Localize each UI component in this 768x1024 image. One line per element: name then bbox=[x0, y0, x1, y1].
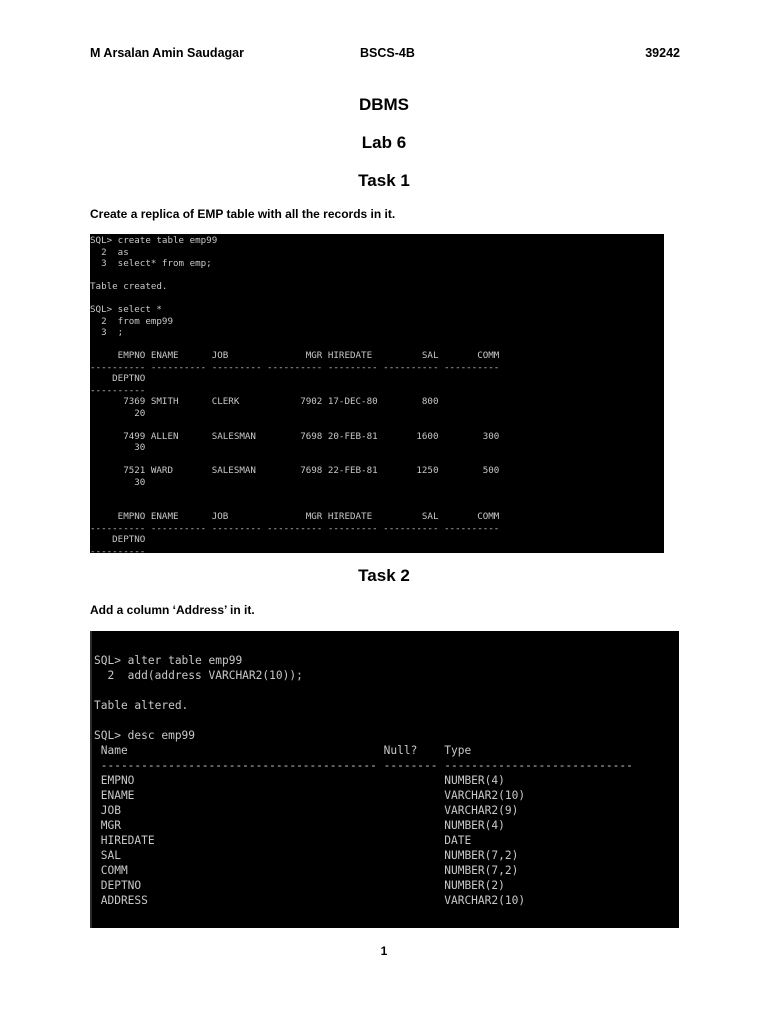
task2-instruction: Add a column ‘Address’ in it. bbox=[90, 603, 255, 617]
terminal-line bbox=[90, 339, 664, 351]
terminal-line: SQL> desc emp99 bbox=[94, 729, 196, 742]
terminal-line: 30 bbox=[90, 442, 146, 453]
terminal-line: 7369 SMITH CLERK 7902 17-DEC-80 800 bbox=[90, 396, 439, 407]
terminal-line: ENAME VARCHAR2(10) bbox=[94, 789, 526, 802]
terminal-line bbox=[90, 488, 664, 500]
terminal-line: ---------- bbox=[90, 384, 146, 396]
terminal-line: COMM NUMBER(7,2) bbox=[94, 864, 519, 877]
terminal-line: JOB VARCHAR2(9) bbox=[94, 804, 519, 817]
terminal-line: 20 bbox=[90, 407, 146, 419]
terminal-line: SQL> alter table emp99 bbox=[94, 654, 243, 667]
terminal-line: ----------------------------------------- -------- ---------------------------- bbox=[94, 759, 633, 772]
terminal-line: Name Null? Type bbox=[94, 744, 472, 757]
terminal-line: DEPTNO NUMBER(2) bbox=[94, 879, 505, 892]
terminal-line: SAL NUMBER(7,2) bbox=[94, 849, 519, 862]
terminal-line: 7521 WARD SALESMAN 7698 22-FEB-81 1250 500 bbox=[90, 465, 500, 476]
terminal-line: ---------- ---------- --------- ---------- --------- ---------- ---------- bbox=[90, 522, 500, 534]
task2-terminal-screenshot bbox=[90, 631, 679, 928]
author-name: M Arsalan Amin Saudagar bbox=[90, 46, 244, 60]
terminal-line bbox=[94, 713, 679, 728]
terminal-line bbox=[90, 270, 664, 282]
terminal-line: HIREDATE DATE bbox=[94, 834, 472, 847]
terminal-line: 3 select* from emp; bbox=[90, 258, 212, 269]
terminal-line: EMPNO NUMBER(4) bbox=[94, 774, 505, 787]
terminal-line: 7499 ALLEN SALESMAN 7698 20-FEB-81 1600 300 bbox=[90, 430, 500, 442]
task1-instruction: Create a replica of EMP table with all the records in it. bbox=[90, 207, 396, 221]
terminal-line: ---------- ---------- --------- ---------- --------- ---------- ---------- bbox=[90, 361, 500, 373]
terminal-line: SQL> select * bbox=[90, 304, 162, 315]
terminal-line: EMPNO ENAME JOB MGR HIREDATE SAL COMM bbox=[90, 350, 500, 361]
task1-terminal-screenshot bbox=[90, 234, 664, 553]
course-title: DBMS bbox=[358, 95, 410, 114]
terminal-line: ADDRESS VARCHAR2(10) bbox=[94, 894, 526, 907]
terminal-line: Table altered. bbox=[94, 699, 189, 712]
task2-title: Task 2 bbox=[358, 566, 410, 585]
terminal-line: EMPNO ENAME JOB MGR HIREDATE SAL COMM bbox=[90, 511, 500, 522]
terminal-line: Table created. bbox=[90, 281, 168, 292]
terminal-line bbox=[90, 454, 664, 466]
terminal-line: MGR NUMBER(4) bbox=[94, 819, 505, 832]
terminal-line: 2 from emp99 bbox=[90, 315, 173, 327]
terminal-line bbox=[90, 293, 664, 305]
terminal-line: 2 add(address VARCHAR2(10)); bbox=[94, 669, 303, 682]
class-section: BSCS-4B bbox=[360, 46, 415, 60]
terminal-line: 30 bbox=[90, 476, 146, 488]
terminal-line: SQL> create table emp99 bbox=[90, 235, 218, 246]
terminal-line bbox=[90, 419, 664, 431]
terminal-line: DEPTNO bbox=[90, 373, 146, 384]
terminal-line bbox=[94, 683, 679, 698]
task1-title: Task 1 bbox=[358, 171, 410, 190]
terminal-line: 3 ; bbox=[90, 327, 124, 338]
page-number: 1 bbox=[380, 944, 388, 958]
page-header bbox=[90, 46, 680, 64]
student-id: 39242 bbox=[645, 46, 680, 60]
terminal-line bbox=[90, 500, 664, 512]
terminal-line: DEPTNO bbox=[90, 534, 146, 545]
lab-title: Lab 6 bbox=[361, 133, 407, 152]
terminal-line: 2 as bbox=[90, 246, 129, 258]
terminal-line: ---------- bbox=[90, 545, 146, 553]
